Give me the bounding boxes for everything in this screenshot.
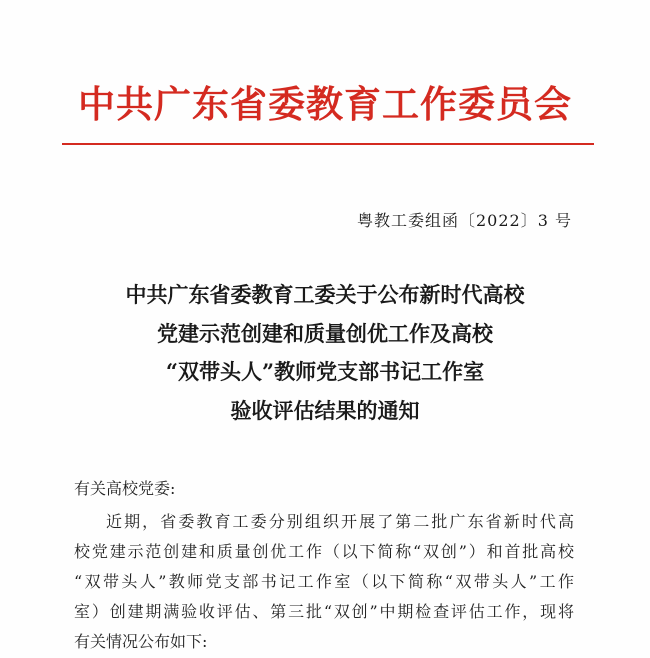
paragraph-line: “双带头人”教师党支部书记工作室（以下简称“双带头人”工作 [74,572,574,591]
title-line: “双带头人”教师党支部书记工作室 [165,359,485,385]
document-number: 粤教工委组函〔2022〕3 号 [357,211,572,230]
document-title [0,276,650,430]
paragraph-line: 有关情况公布如下: [74,632,208,651]
title-line: 党建示范创建和质量创优工作及高校 [157,320,493,346]
title-line: 中共广东省委教育工委关于公布新时代高校 [125,282,525,307]
title-line: 验收评估结果的通知 [230,397,420,423]
salutation: 有关高校党委: [74,479,176,498]
paragraph-line: 室）创建期满验收评估、第三批“双创”中期检查评估工作，现将 [74,602,574,621]
document-body [74,474,574,657]
paragraph-line: 校党建示范创建和质量创优工作（以下简称“双创”）和首批高校 [74,542,574,561]
paragraph-line: 近期，省委教育工委分别组织开展了第二批广东省新时代高 [106,512,574,531]
masthead-red-rule [62,143,594,145]
masthead-org-name: 中共广东省委教育工作委员会 [78,82,572,126]
